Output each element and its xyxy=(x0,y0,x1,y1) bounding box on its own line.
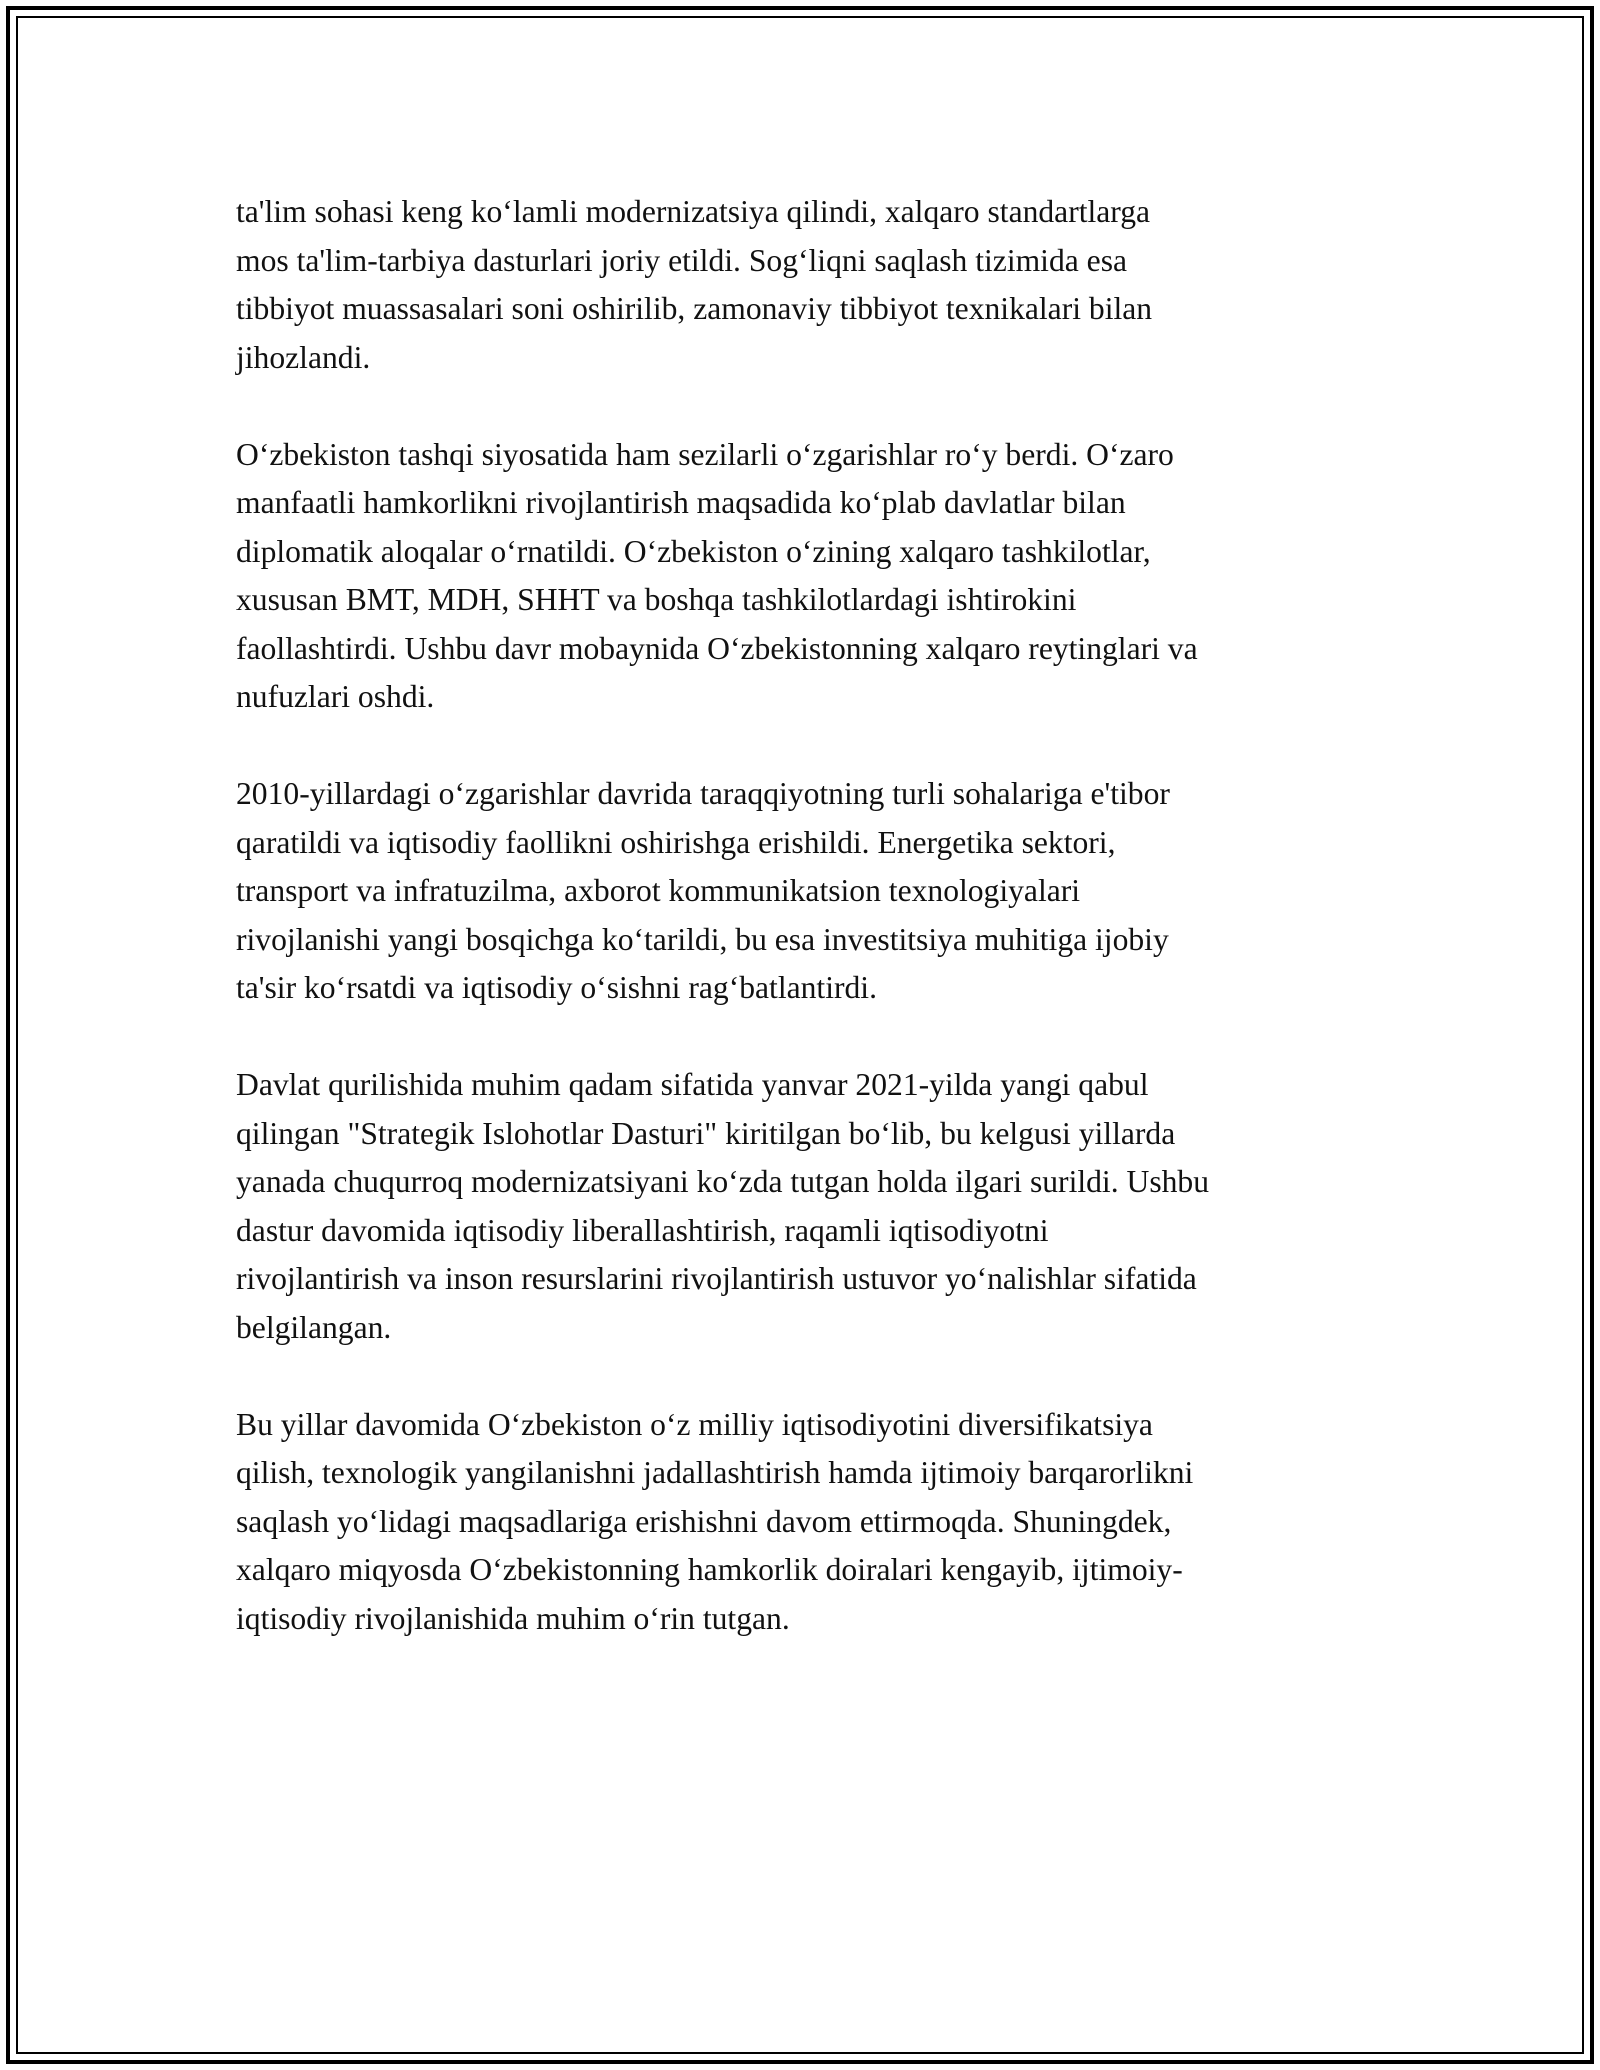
text-line: qaratildi va iqtisodiy faollikni oshirishga erishildi. Energetika sektori, xyxy=(236,824,1116,860)
text-line: tibbiyot muassasalari soni oshirilib, zamonaviy tibbiyot texnikalari bilan xyxy=(236,291,1153,326)
paragraph-5 xyxy=(236,1401,1386,1644)
text-line: Bu yillar davomida O‘zbekiston o‘z milliy iqtisodiyotini diversifikatsiya xyxy=(236,1406,1153,1442)
text-line: mos ta'lim-tarbiya dasturlari joriy etildi. Sog‘liqni saqlash tizimida esa xyxy=(236,242,1128,278)
text-line: ta'sir ko‘rsatdi va iqtisodiy o‘sishni rag‘batlantirdi. xyxy=(236,970,877,1005)
text-line: rivojlanishi yangi bosqichga ko‘tarildi, bu esa investitsiya muhitiga ijobiy xyxy=(236,921,1169,957)
text-line: xususan BMT, MDH, SHHT va boshqa tashkilotlardagi ishtirokini xyxy=(236,582,1077,617)
text-line: qilish, texnologik yangilanishni jadallashtirish hamda ijtimoiy barqarorlikni xyxy=(236,1455,1194,1490)
text-line: dastur davomida iqtisodiy liberallashtirish, raqamli iqtisodiyotni xyxy=(236,1212,1049,1248)
paragraph-4 xyxy=(236,1061,1386,1352)
text-line: belgilangan. xyxy=(236,1309,392,1345)
text-line: manfaatli hamkorlikni rivojlantirish maqsadida ko‘plab davlatlar bilan xyxy=(236,485,1126,520)
text-line: diplomatik aloqalar o‘rnatildi. O‘zbekiston o‘zining xalqaro tashkilotlar, xyxy=(236,533,1151,569)
text-line: faollashtirdi. Ushbu davr mobaynida O‘zbekistonning xalqaro reytinglari va xyxy=(236,630,1198,666)
paragraph-1 xyxy=(236,188,1386,382)
document-body xyxy=(236,188,1386,1692)
text-line: saqlash yo‘lidagi maqsadlariga erishishni davom ettirmoqda. Shuningdek, xyxy=(236,1503,1172,1539)
text-line: qilingan "Strategik Islohotlar Dasturi" kiritilgan bo‘lib, bu kelgusi yillarda xyxy=(236,1115,1176,1151)
text-line: transport va infratuzilma, axborot kommunikatsion texnologiyalari xyxy=(236,873,1081,908)
text-line: 2010-yillardagi o‘zgarishlar davrida taraqqiyotning turli sohalariga e'tibor xyxy=(236,776,1170,811)
text-line: rivojlantirish va inson resurslarini rivojlantirish ustuvor yo‘nalishlar sifatida xyxy=(236,1261,1197,1296)
text-line: O‘zbekiston tashqi siyosatida ham sezilarli o‘zgarishlar ro‘y berdi. O‘zaro xyxy=(236,436,1174,472)
text-line: Davlat qurilishida muhim qadam sifatida yanvar 2021-yilda yangi qabul xyxy=(236,1067,1149,1102)
paragraph-2 xyxy=(236,431,1386,722)
text-line: nufuzlari oshdi. xyxy=(236,679,435,714)
text-line: jihozlandi. xyxy=(236,339,371,375)
text-line: ta'lim sohasi keng ko‘lamli modernizatsiya qilindi, xalqaro standartlarga xyxy=(236,194,1151,229)
text-line: yanada chuqurroq modernizatsiyani ko‘zda tutgan holda ilgari surildi. Ushbu xyxy=(236,1164,1210,1199)
text-line: xalqaro miqyosda O‘zbekistonning hamkorlik doiralari kengayib, ijtimoiy- xyxy=(236,1552,1183,1587)
text-line: iqtisodiy rivojlanishida muhim o‘rin tutgan. xyxy=(236,1600,790,1636)
paragraph-3 xyxy=(236,770,1386,1013)
